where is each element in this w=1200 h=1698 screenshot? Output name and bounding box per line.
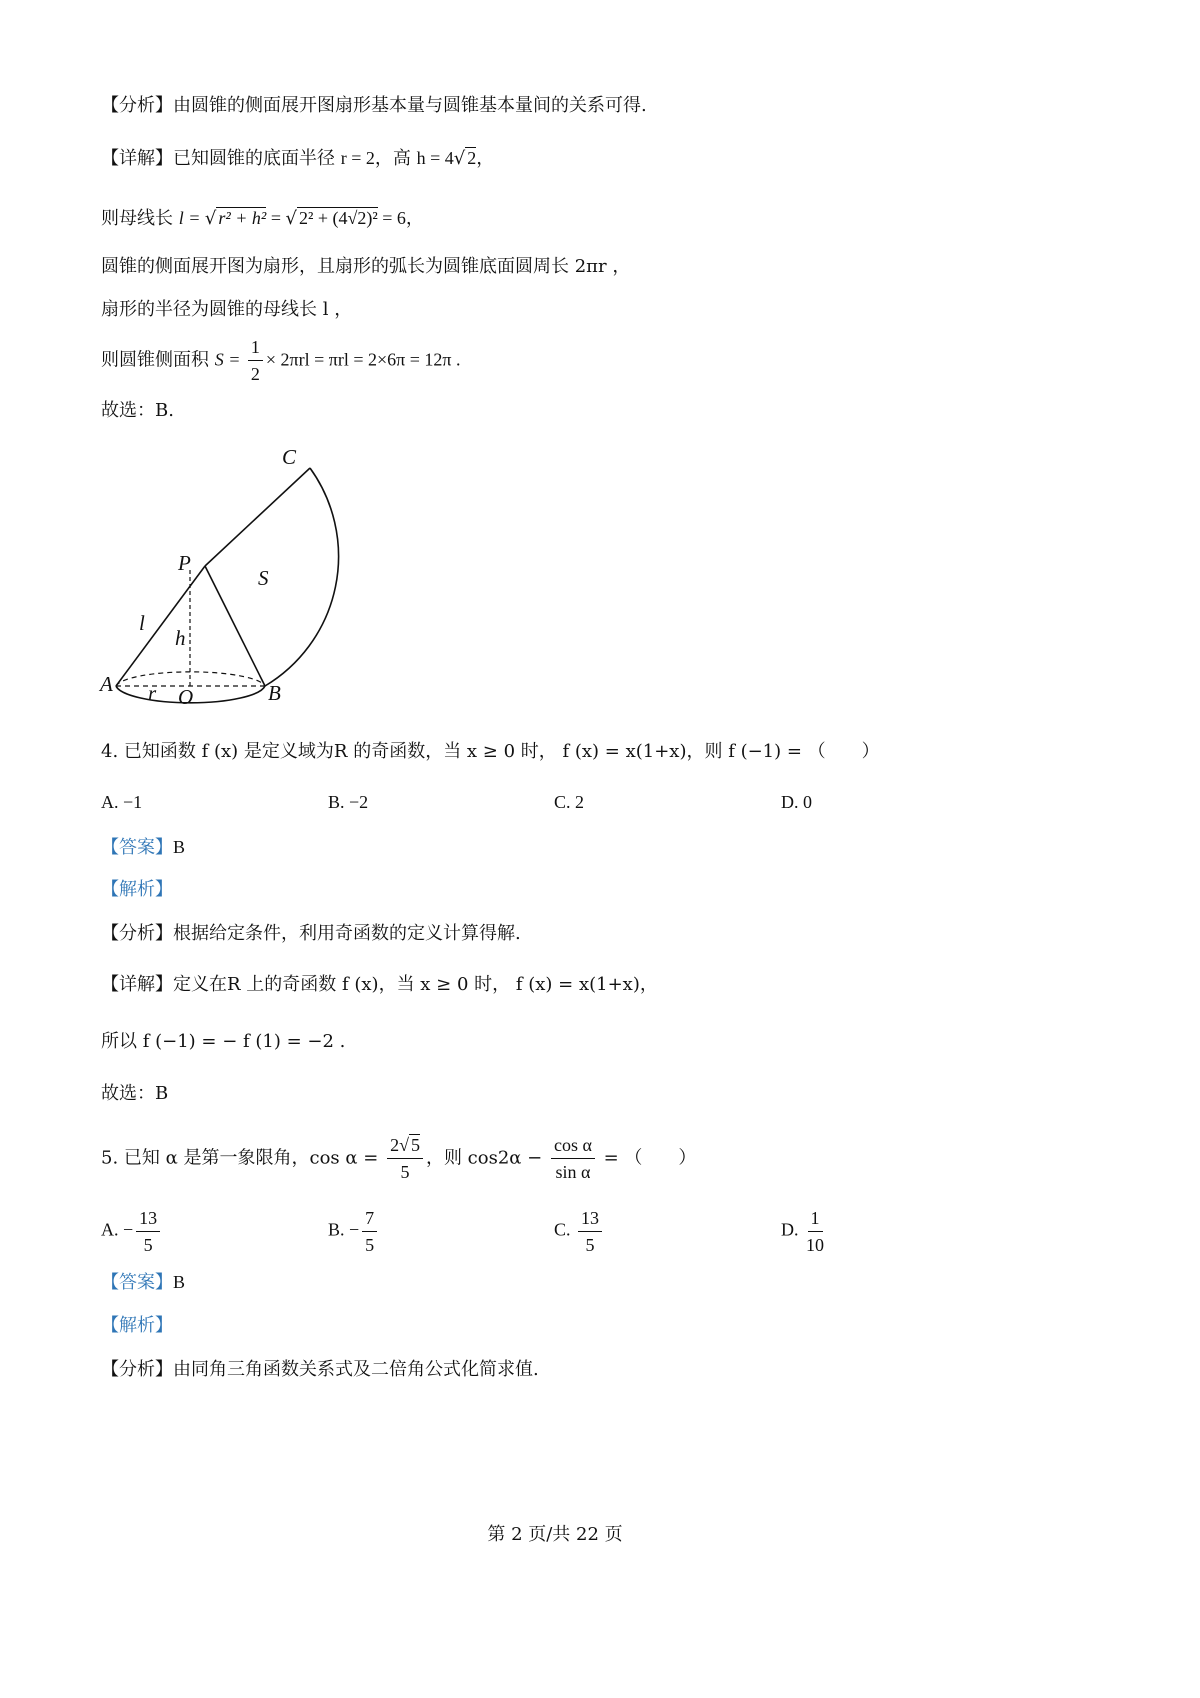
q4-solution-label: 【解析】 bbox=[101, 879, 173, 900]
stem-end: = （ ） bbox=[597, 1147, 697, 1169]
q3-radius-text: 扇形的半径为圆锥的母线长 l ， bbox=[101, 299, 353, 320]
slant-radicand-1: r² + h² bbox=[218, 208, 267, 228]
label-c: C bbox=[282, 445, 297, 469]
denominator: 5 bbox=[143, 1235, 153, 1255]
option-value: 0 bbox=[803, 792, 812, 812]
numerator: 13 bbox=[136, 1205, 160, 1232]
cot-fraction bbox=[551, 1132, 595, 1185]
denominator: 5 bbox=[585, 1235, 595, 1255]
option-label: A. bbox=[101, 1219, 119, 1240]
numerator: 1 bbox=[808, 1205, 823, 1232]
label-o: O bbox=[178, 685, 194, 709]
option-value: 2 bbox=[575, 792, 585, 812]
q4-option-a[interactable] bbox=[101, 792, 142, 813]
q5-solution-label: 【解析】 bbox=[101, 1315, 173, 1336]
label-s: S bbox=[258, 566, 269, 590]
denominator: 10 bbox=[806, 1235, 824, 1255]
option-label: A. bbox=[101, 792, 119, 812]
detail-text: 已知圆锥的底面半径 bbox=[173, 148, 335, 169]
option-label: D. bbox=[781, 1219, 799, 1240]
cos-fraction: $\frac{2√ 5}{5}$ bbox=[387, 1132, 423, 1185]
denominator: 5 bbox=[365, 1235, 375, 1255]
radius-value: r = 2，高 bbox=[340, 148, 411, 168]
numerator-coef: 2 bbox=[390, 1135, 400, 1155]
q4-option-d[interactable] bbox=[781, 792, 812, 813]
answer-label: 【答案】 bbox=[101, 837, 173, 858]
stem-prefix: 5. 已知 α 是第一象限角，cos α = bbox=[101, 1147, 385, 1169]
q5-option-b[interactable] bbox=[328, 1205, 380, 1258]
q5-option-a[interactable] bbox=[101, 1205, 163, 1258]
label-p: P bbox=[178, 551, 191, 575]
label-r: r bbox=[148, 681, 157, 705]
option-label: B. bbox=[328, 1219, 345, 1240]
height-value: h = 4 bbox=[416, 148, 454, 168]
stem-mid: ，则 cos2α − bbox=[425, 1147, 548, 1169]
q4-choice: 故选：B bbox=[101, 1083, 169, 1104]
edge-pc bbox=[205, 468, 310, 566]
option-value: −2 bbox=[349, 792, 369, 812]
slant-prefix: 则母线长 bbox=[101, 208, 173, 229]
punct: ， bbox=[476, 148, 495, 169]
option-sign: − bbox=[349, 1219, 360, 1240]
q3-sector-text: 圆锥的侧面展开图为扇形，且扇形的弧长为圆锥底面圆周长 2πr ， bbox=[101, 256, 631, 277]
equals: = bbox=[266, 208, 286, 228]
label-h: h bbox=[175, 626, 186, 650]
area-rest: × 2πrl = πrl = 2×6π = 12π . bbox=[265, 349, 461, 370]
numerator: 7 bbox=[362, 1205, 377, 1232]
slant-expr: l = bbox=[178, 208, 205, 228]
option-value: −1 bbox=[123, 792, 143, 812]
q3-choice: 故选：B. bbox=[101, 400, 174, 421]
option-sign: − bbox=[123, 1219, 134, 1240]
q4-option-c[interactable] bbox=[554, 792, 584, 813]
slant-radicand-2: 2² + (4√2)² bbox=[298, 208, 378, 228]
q5-analysis: 【分析】由同角三角函数关系式及二倍角公式化简求值. bbox=[101, 1359, 539, 1380]
q4-analysis: 【分析】根据给定条件，利用奇函数的定义计算得解. bbox=[101, 923, 521, 944]
label-l: l bbox=[139, 611, 145, 635]
numerator: 1 bbox=[248, 334, 263, 361]
q3-slant-height: 则母线长 l = √ r² + h² = √ 2² + (4√2)² = 6， bbox=[101, 208, 424, 229]
detail-label: 【详解】 bbox=[101, 148, 173, 169]
denominator: sin α bbox=[555, 1162, 591, 1182]
answer-value: B bbox=[173, 837, 186, 857]
height-radicand: 2 bbox=[467, 148, 477, 168]
option-label: D. bbox=[781, 792, 799, 812]
q4-answer bbox=[101, 835, 185, 860]
numerator-radicand: 5 bbox=[410, 1135, 420, 1155]
slant-result: = 6， bbox=[377, 208, 424, 228]
q4-option-b[interactable] bbox=[328, 792, 368, 813]
option-label: B. bbox=[328, 792, 345, 812]
area-prefix: 则圆锥侧面积 bbox=[101, 349, 209, 371]
q3-detail: 【详解】已知圆锥的底面半径 r = 2，高 h = 4√ 2， bbox=[101, 148, 495, 169]
q4-stem: 4. 已知函数 f (x) 是定义域为R 的奇函数，当 x ≥ 0 时， f (x) = x(1+x)，则 f (−1) = （ ） bbox=[101, 741, 880, 762]
option-label: C. bbox=[554, 1219, 571, 1240]
label-b: B bbox=[268, 681, 281, 705]
numerator: cos α bbox=[551, 1132, 595, 1159]
numerator: 13 bbox=[578, 1205, 602, 1232]
answer-value: B bbox=[173, 1272, 186, 1292]
q5-option-c[interactable] bbox=[554, 1205, 605, 1258]
denominator: 2 bbox=[250, 364, 260, 384]
q5-answer bbox=[101, 1270, 185, 1295]
page-number: 第 2 页/共 22 页 bbox=[487, 1524, 623, 1545]
q4-detail: 【详解】定义在R 上的奇函数 f (x)，当 x ≥ 0 时， f (x) = x(1+x)， bbox=[101, 974, 658, 995]
q5-stem bbox=[101, 1132, 696, 1185]
area-s: S = bbox=[214, 349, 245, 370]
option-label: C. bbox=[554, 792, 571, 812]
denominator: 5 bbox=[400, 1162, 410, 1182]
answer-label: 【答案】 bbox=[101, 1272, 173, 1293]
label-a: A bbox=[100, 672, 113, 696]
q4-so: 所以 f (−1) = − f (1) = −2 . bbox=[101, 1031, 346, 1052]
q5-option-d[interactable] bbox=[781, 1205, 827, 1258]
q3-analysis: 【分析】由圆锥的侧面展开图扇形基本量与圆锥基本量间的关系可得. bbox=[101, 95, 647, 116]
edge-pa bbox=[116, 566, 205, 686]
edge-pb bbox=[205, 566, 265, 686]
cone-diagram bbox=[0, 0, 400, 720]
